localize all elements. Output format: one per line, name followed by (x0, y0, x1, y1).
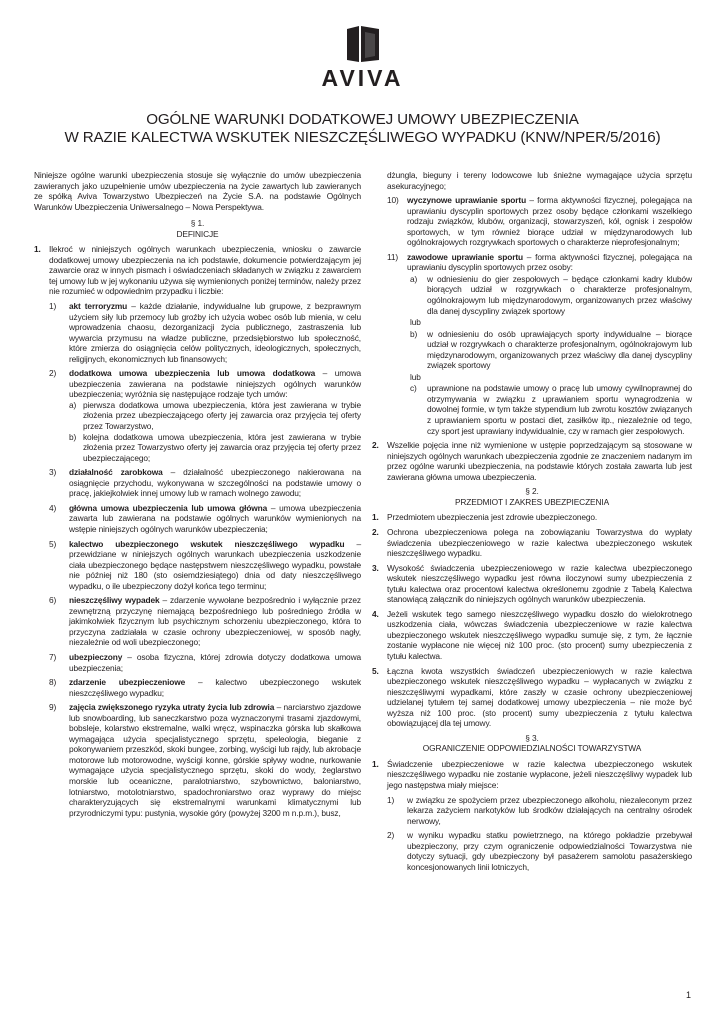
definition-term: dodatkowa umowa ubezpieczenia lub umowa dodatkowa (69, 368, 316, 379)
definition-term: akt terroryzmu (69, 301, 128, 312)
definition-text: – kalectwo ubezpieczonego wskutek nieszczęśliwego wypadku; (69, 677, 361, 698)
definition-item (387, 252, 692, 436)
list-item-text: w wyniku wypadku statku powietrznego, na którego pokładzie przebywał ubezpieczony, przy czym ograniczenie odpowiedzialności Towarzystwa nie dotyczy sytuacji, gdy ubezpieczony był pasażerem samolotu pasażerskiego koncesjonowanych linii lotniczych, (407, 830, 692, 872)
definition-item (387, 195, 692, 248)
definition-text: – umowa ubezpieczenia zawierana na podstawie niniejszych ogólnych warunków ubezpieczenia; wyróżnia się następujące rodzaje tych umów: (69, 368, 361, 400)
definition-term: działalność zarobkowa (69, 467, 163, 478)
list-item-number: 3. (372, 562, 379, 573)
paragraph-number: 2. (372, 440, 379, 451)
definition-term: główna umowa ubezpieczenia lub umowa główna (69, 502, 268, 513)
definition-item (49, 677, 361, 698)
definition-number: 7) (49, 651, 57, 662)
definition-item (49, 539, 361, 592)
sub-item-letter: a) (69, 399, 77, 410)
left-column (34, 170, 361, 822)
list-item-text: Ochrona ubezpieczeniowa polega na zobowiązaniu Towarzystwa do wypłaty świadczenia ubezpieczeniowego w razie kalectwa ubezpieczonego wskutek nieszczęśliwego wypadku. (387, 526, 692, 559)
list-item-number: 2) (387, 830, 395, 841)
definition-text: – działalność ubezpieczonego nakierowana na osiągnięcie przychodu, wykonywana w szczególności na podstawie umowy o pracę, jakiejkolwiek innej umowy lub w ramach wolnego zawodu; (69, 467, 361, 499)
section-2-list (372, 512, 692, 728)
list-item-text: Jeżeli wskutek tego samego nieszczęśliwego wypadku doszło do wielokrotnego uszkodzenia ciała, wówczas świadczenia ubezpieczeniowe w razie kalectwa ubezpieczonego wskutek nieszczęśliwego wypadku sumuje się, z tym, że łącznie zostanie wypłacone nie więcej niż 100 proc. (sto procent) sumy ubezpieczenia z tytułu kalectwa. (387, 608, 692, 661)
list-item-text: w związku ze spożyciem przez ubezpieczonego alkoholu, niezaleconym przez lekarza zażyciem narkotyków lub środków działających na centralny ośrodek nerwowy, (407, 794, 692, 826)
definition-item (49, 467, 361, 499)
definition-term: kalectwo ubezpieczonego wskutek nieszczęśliwego wypadku (69, 538, 345, 549)
sub-item (69, 400, 361, 432)
paragraph-text: Wszelkie pojęcia inne niż wymienione w ustępie poprzedzającym są stosowane w niniejszych ogólnych warunkach ubezpieczenia zgodnie ze znaczeniem nadanym im przez ogólne warunki ubezpieczenia, na podstawie których została zawarta lub jest zawierana główna umowa ubezpieczenia. (387, 440, 692, 482)
sub-item-text: pierwsza dodatkowa umowa ubezpieczenia, która jest zawierana w trybie złożenia przez ubezpieczającego oferty jej zawarcia oraz przyjęcia tej oferty przez Towarzystwo, (83, 399, 361, 432)
definition-text: – forma aktywności fizycznej, polegająca na uprawianiu dyscyplin sportowych przez osoby: (407, 251, 693, 273)
aviva-wordmark: AVIVA (321, 65, 404, 91)
or-connector: lub (410, 317, 421, 328)
paragraph-1 (372, 759, 692, 791)
definition-term: ubezpieczony (69, 651, 123, 662)
definition-term: nieszczęśliwy wypadek (69, 595, 160, 606)
paragraph-text: Ilekroć w niniejszych ogólnych warunkach ubezpieczenia, wniosku o zawarcie dodatkowej umowy ubezpieczenia na ich podstawie, dokumencie potwierdzającym jej zawarcie oraz w innych pismach i oświadczeniach składanych w związku z zawarciem tej umowy lub w jej wykonaniu używa się wymienionych poniżej terminów, należy przez nie rozumieć w odpowiednim przypadku i liczbie: (49, 244, 361, 297)
list-item (372, 609, 692, 662)
list-item-number: 4. (372, 608, 379, 619)
list-item (387, 795, 692, 827)
section-number: § 1. (190, 218, 205, 229)
list-item (372, 527, 692, 559)
definition-number: 11) (387, 251, 399, 262)
paragraph-number: 1. (34, 244, 41, 255)
definition-text: – narciarstwo zjazdowe lub snowboarding, lub saneczkarstwo poza wyznaczonymi trasami zjazdowymi, bobsleje, kolarstwo ekstremalne, walki wręcz, wspinaczka górska lub skałkowa wymagająca użycia specjalistycznego sprzętu, speleologia, bieganie z pokonywaniem przeszkód, skoki bungee, zorbing, wyścigi lub rajdy, lub akrobacje motorowe lub motorowodne, wyścigi konne, górskie spływy wodne, nurkowanie wymagające użycia specjalistycznego sprzętu, skoki do wody, żeglarstwo morskie lub oceaniczne, paralotniarstwo, szybownictwo, baloniarstwo, lotniarstwo, motolotniarstwo, spadochroniarstwo oraz wyprawy do miejsc charakteryzujących się ekstremalnymi warunkami klimatycznymi lub przyrodniczymi typu: pustynia, wysokie góry (powyżej 3200 m n.p.m.), busz, (69, 702, 361, 818)
list-item (372, 563, 692, 605)
section-1-heading (34, 218, 361, 239)
paragraph-1 (34, 244, 361, 297)
definition-text: – każde działanie, indywidualne lub grupowe, z bezprawnym użyciem siły lub przemocy lub groźby ich użycia wobec osób lub mienia, w celu wprowadzenia chaosu, dezorganizacji życia publicznego, zastraszenia lub wywarcia przymusu na władze publiczne, przedsiębiorstwo lub społeczność, które zmierza do osiągnięcia celów politycznych, ideologicznych, społecznych, religijnych, ekonomicznych lub finansowych; (69, 301, 361, 364)
sub-item-text: w odniesieniu do osób uprawiających sporty indywidualne – biorące udział w rozgrywkach o charakterze profesjonalnym, ogólnokrajowym lub międzynarodowym, organizowanych przez właściwy dla danej dyscypliny związek sportowy (427, 328, 692, 371)
definition-item (49, 702, 361, 818)
definition-text: – osoba fizyczna, której zdrowia dotyczy dodatkowa umowa ubezpieczenia; (69, 651, 361, 673)
definition-term: zawodowe uprawianie sportu (407, 251, 523, 262)
definition-item (49, 652, 361, 673)
definition-number: 3) (49, 467, 57, 478)
definition-number: 2) (49, 368, 57, 379)
sub-item-text: w odniesieniu do gier zespołowych – będące członkami kadry klubów biorących udział w rozgrywkach o charakterze profesjonalnym, ogólnokrajowym lub międzynarodowym, organizowanych przez właściwy dla danej dyscypliny związek sportowy (427, 273, 692, 316)
section-2-heading (372, 486, 692, 507)
definition-number: 9) (49, 702, 57, 713)
or-connector: lub (410, 371, 421, 382)
definition-text: – przewidziane w niniejszych ogólnych warunkach ubezpieczenia uszkodzenie ciała ubezpieczonego będące następstwem nieszczęśliwego wypadku, powstałe nie później niż 180 (sto osiemdziesiątego) dnia od daty nieszczęśliwego wypadku, o ile ubezpieczony dożył końca tego terminu; (69, 538, 361, 591)
definition-9-continuation: dżungla, bieguny i tereny lodowcowe lub śnieżne wymagające użycia sprzętu asekuracyjnego; (387, 170, 692, 191)
definition-number: 1) (49, 301, 57, 312)
definition-item (49, 368, 361, 463)
definition-text: – umowa ubezpieczenia zawarta lub zawierana na podstawie ogólnych warunków wymienionych na wstępie niniejszych ogólnych warunków ubezpieczenia; (69, 502, 361, 534)
sub-item (69, 432, 361, 464)
title-line-2: W RAZIE KALECTWA WSKUTEK NIESZCZĘŚLIWEGO WYPADKU (KNW/NPER/5/2016) (64, 129, 661, 146)
definition-text: – forma aktywności fizycznej, polegająca na uprawianiu dyscyplin sportowych przez osoby będące członkami wszelkiego rodzaju związków, klubów, organizacji, stowarzyszeń, kół, ognisk i zespołów sportowych, w tym również biorące udział w międzynarodowych lub ogólnokrajowych rozgrywkach sportowych o charakterze nieprofesjonalnym; (407, 195, 692, 248)
list-item-number: 1. (372, 512, 379, 523)
definition-text: – zdarzenie wywołane bezpośrednio i wyłącznie przez zewnętrzną przyczynę niemającą bezpośredniego lub pośredniego źródła w jakimkolwiek fizycznym lub psychicznym schorzeniu ubezpieczonego, która to przyczyna zadziałała w czasie ochrony ubezpieczeniowej, w sposób nagły, niezależnie od woli ubezpieczonego; (69, 595, 361, 648)
sub-item (407, 274, 692, 316)
document-title (0, 111, 725, 147)
paragraph-number: 1. (372, 758, 379, 769)
list-item-text: Wysokość świadczenia ubezpieczeniowego w razie kalectwa ubezpieczonego wskutek nieszczęśliwego wypadku jest równa iloczynowi sumy ubezpieczenia z tytułu kalectwa oraz procentowi kalectwa określonemu zgodnie z Tabelą Kalectwa stanowiącą załącznik do niniejszych ogólnych warunków ubezpieczenia. (387, 562, 692, 605)
sub-item-letter: b) (410, 328, 418, 339)
definition-item (49, 301, 361, 364)
aviva-logo (0, 26, 725, 92)
intro-paragraph: Niniejsze ogólne warunki ubezpieczenia stosuje się wyłącznie do umów ubezpieczenia zawieranych jako uzupełnienie umów ubezpieczenia na życie zawartych lub zawieranych ze spółką Aviva Towarzystwo Ubezpieczeń na Życie S.A. na podstawie Ogólnych Warunków Ubezpieczenia Uniwersalnego – Nowa Perspektywa. (34, 170, 361, 212)
sub-item-letter: b) (69, 431, 77, 442)
sub-item-letter: a) (410, 273, 418, 284)
title-line-1: OGÓLNE WARUNKI DODATKOWEJ UMOWY UBEZPIECZENIA (146, 111, 579, 128)
definitions-list (34, 301, 361, 818)
section-title: OGRANICZENIE ODPOWIEDZIALNOŚCI TOWARZYSTWA (422, 743, 642, 754)
sub-item-letter: c) (410, 383, 417, 394)
section-number: § 3. (525, 732, 539, 743)
section-3-heading (372, 733, 692, 754)
section-title: PRZEDMIOT I ZAKRES UBEZPIECZENIA (454, 496, 610, 507)
paragraph-2 (372, 440, 692, 482)
page-number: 1 (685, 990, 691, 1000)
definition-item (49, 503, 361, 535)
definition-number: 4) (49, 502, 57, 513)
sub-item (407, 329, 692, 371)
right-column (372, 170, 692, 876)
sub-item (407, 383, 692, 436)
section-number: § 2. (525, 486, 539, 497)
paragraph-text: Świadczenie ubezpieczeniowe w razie kalectwa ubezpieczonego wskutek nieszczęśliwego wypadku nie zostanie wypłacone, jeżeli nieszczęśliwy wypadek lub jego następstwa miały miejsce: (387, 758, 692, 790)
definition-term: zdarzenie ubezpieczeniowe (69, 677, 186, 688)
list-item-text: Przedmiotem ubezpieczenia jest zdrowie ubezpieczonego. (387, 512, 598, 523)
definition-number: 8) (49, 677, 57, 688)
aviva-emblem-icon (345, 26, 381, 62)
sub-item-text: kolejna dodatkowa umowa ubezpieczenia, która jest zawierana w trybie złożenia przez Towarzystwo oferty jej zawarcia oraz przyjęcia tej oferty przez ubezpieczającego; (83, 431, 361, 463)
list-item (372, 512, 692, 523)
list-item-number: 2. (372, 526, 379, 537)
list-item-number: 1) (387, 794, 395, 805)
list-item (372, 666, 692, 729)
section-title: DEFINICJE (176, 228, 219, 239)
list-item-text: Łączna kwota wszystkich świadczeń ubezpieczeniowych w razie kalectwa ubezpieczonego wskutek nieszczęśliwego wypadku – wypłacanych w związku z nieszczęśliwymi wypadkami, które zaszły w czasie ochrony ubezpieczeniowej udzielanej tytułem tej samej dodatkowej umowy ubezpieczenia – nie może być wyższa niż 100 proc. (sto procent) sumy ubezpieczenia z tytułu kalectwa obowiązującej dla tej umowy. (387, 665, 692, 729)
definition-number: 6) (49, 595, 57, 606)
definition-term: zajęcia zwiększonego ryzyka utraty życia lub zdrowia (69, 702, 275, 713)
definition-number: 10) (387, 195, 399, 206)
definition-item (49, 595, 361, 648)
definition-term: wyczynowe uprawianie sportu (407, 195, 527, 206)
sub-item-text: uprawnione na podstawie umowy o pracę lub umowy cywilnoprawnej do otrzymywania w związku z uprawianiem sportu wynagrodzenia w dowolnej formie, w tym także stypendium lub zwrotu kosztów związanych z uprawianiem sportu w postaci diet, zasiłków itp., niezależnie od tego, czy sport jest uprawiany indywidualnie, czy w ramach gier zespołowych. (427, 383, 692, 436)
definition-number: 5) (49, 538, 57, 549)
list-item-number: 5. (372, 665, 379, 676)
list-item (387, 830, 692, 872)
